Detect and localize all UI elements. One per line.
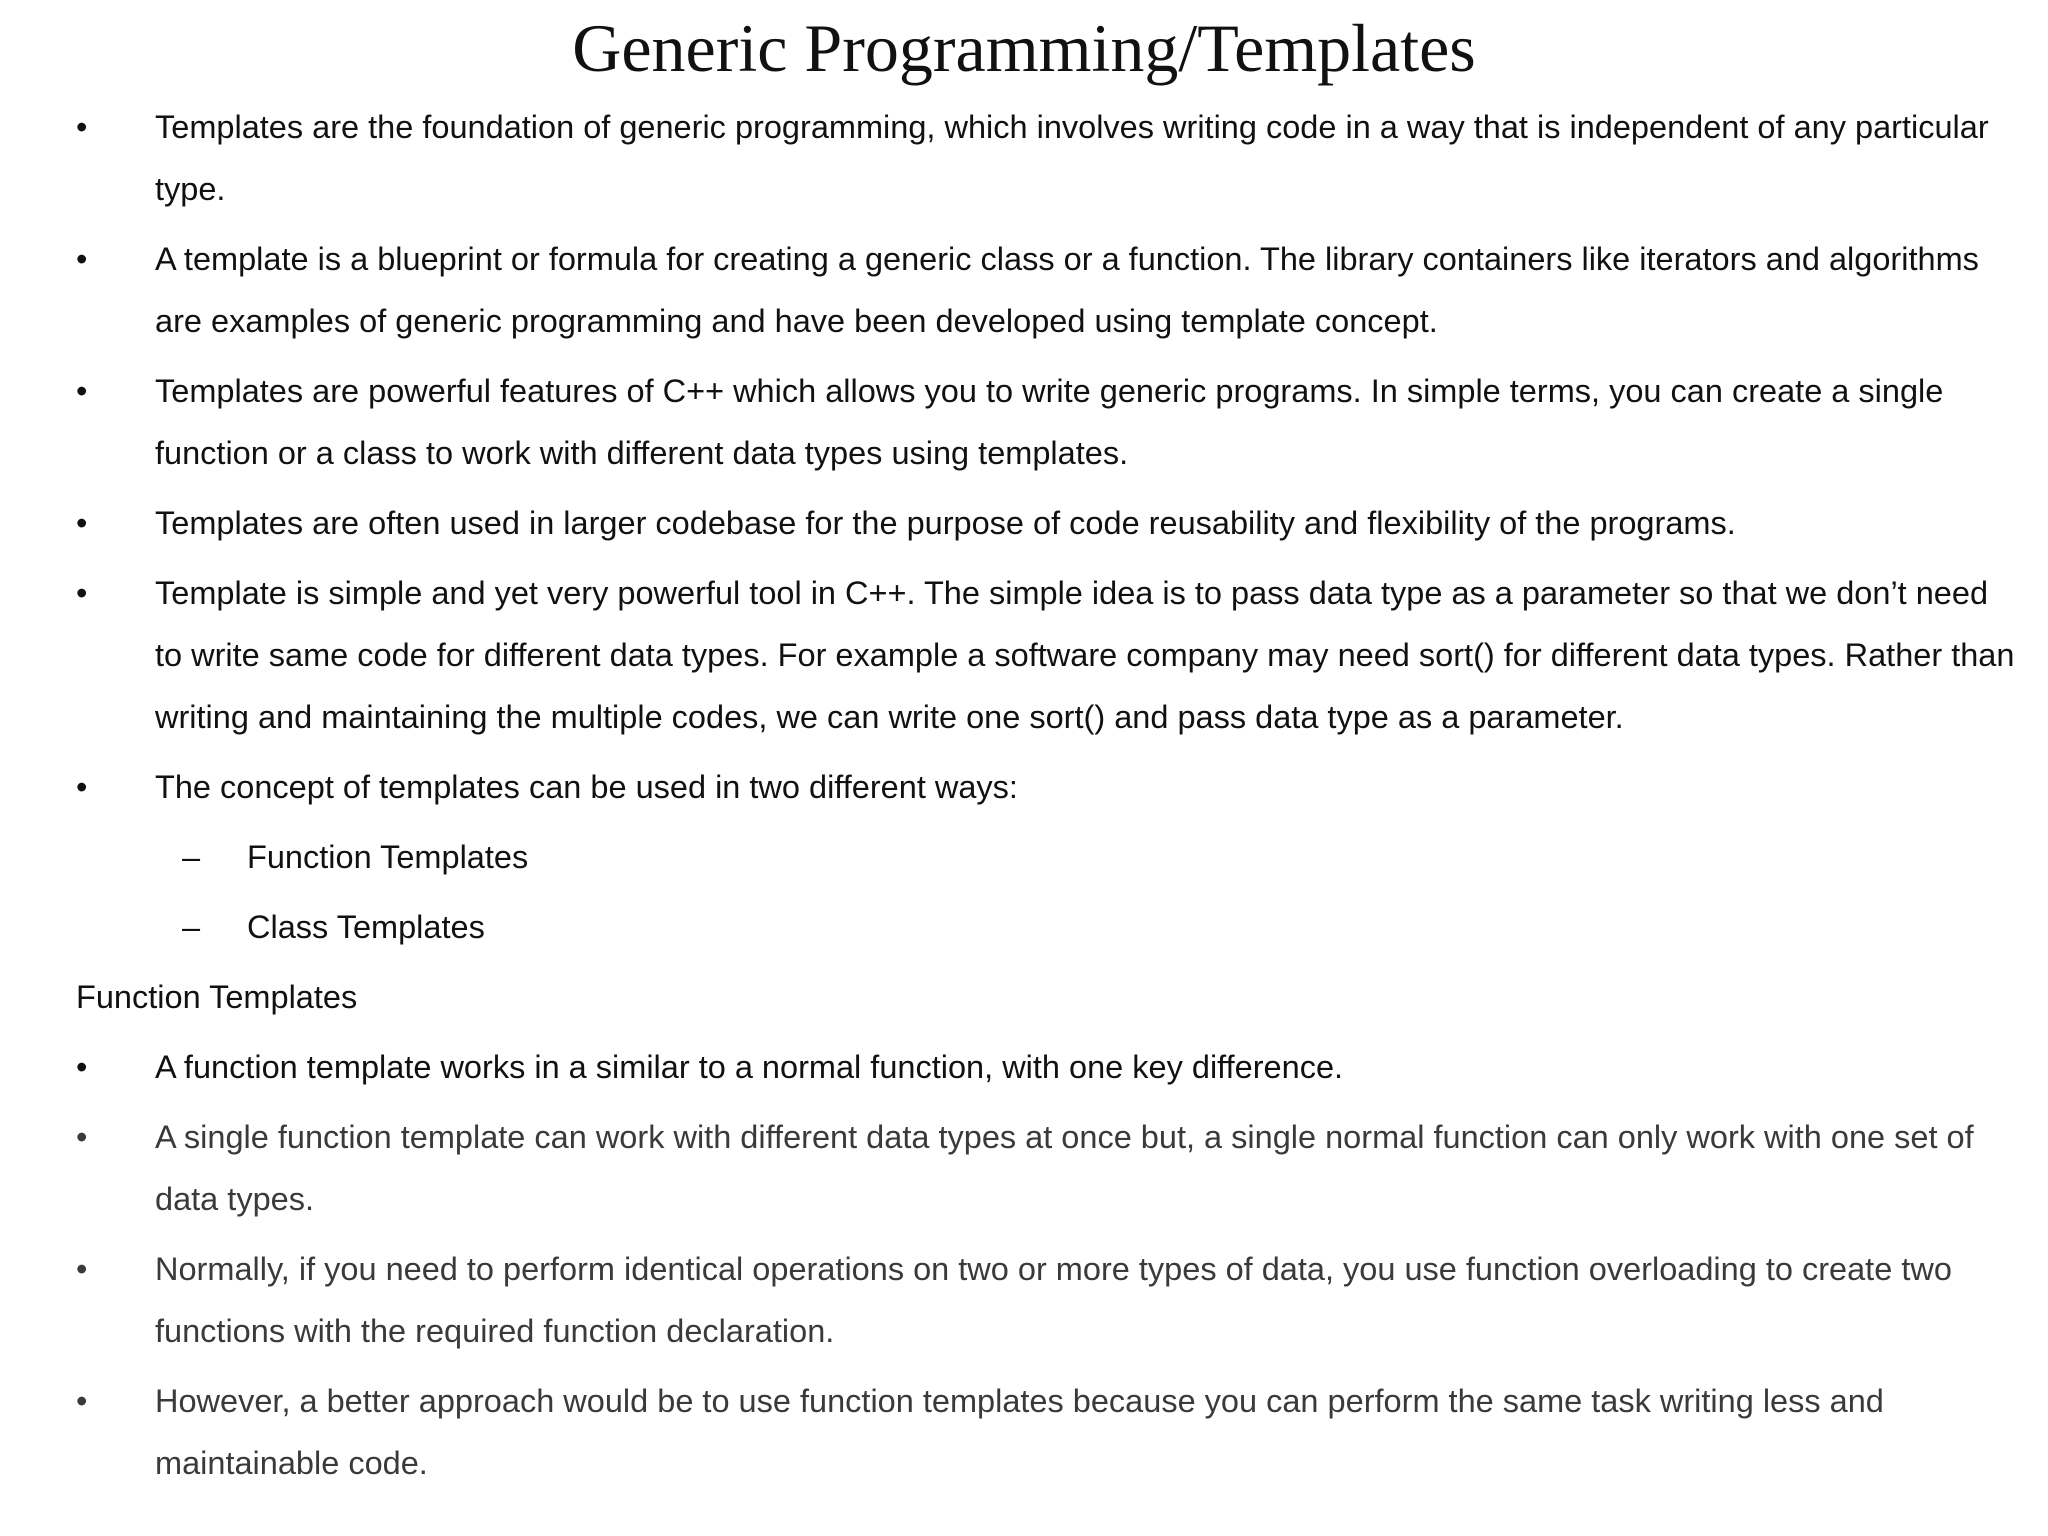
bullet-text: Normally, if you need to perform identical operations on two or more types of data, you use function overloading to create two functions with the required function declaration. — [155, 1251, 1952, 1349]
bullet-item — [76, 360, 2016, 484]
section-heading: Function Templates — [76, 979, 358, 1015]
bullet-marker: • — [76, 109, 88, 145]
sub-list-text: Class Templates — [247, 909, 485, 945]
document-body — [76, 96, 2016, 1502]
bullet-item — [76, 1106, 2016, 1230]
bullet-item — [76, 228, 2016, 352]
sub-list-item — [76, 826, 2016, 888]
bullet-text: However, a better approach would be to use function templates because you can perform the same task writing less and maintainable code. — [155, 1383, 1884, 1481]
bullet-item — [76, 492, 2016, 554]
sub-list-text: Function Templates — [247, 839, 529, 875]
bullet-item — [76, 562, 2016, 748]
bullet-text: A single function template can work with different data types at once but, a single normal function can only work with one set of data types. — [155, 1119, 1974, 1217]
bullet-marker: • — [76, 241, 88, 277]
bullet-text: Templates are the foundation of generic programming, which involves writing code in a way that is independent of any particular type. — [155, 109, 1989, 207]
bullet-text: Template is simple and yet very powerful tool in C++. The simple idea is to pass data type as a parameter so that we don’t need to write same code for different data types. For example a software company may need sort() for different data types. Rather than writing and maintaining the multiple codes, we can write one sort() and pass data type as a parameter. — [155, 575, 2015, 735]
bullet-marker: • — [76, 373, 88, 409]
bullet-text: A function template works in a similar to a normal function, with one key difference. — [155, 1049, 1344, 1085]
bullet-text: Templates are powerful features of C++ which allows you to write generic programs. In simple terms, you can create a single function or a class to work with different data types using templates. — [155, 373, 1944, 471]
page-title: Generic Programming/Templates — [572, 10, 1476, 86]
bullet-item — [76, 1370, 2016, 1494]
bullet-marker: • — [76, 769, 88, 805]
bullet-item — [76, 1238, 2016, 1362]
bullet-text: Templates are often used in larger codebase for the purpose of code reusability and flexibility of the programs. — [155, 505, 1736, 541]
bullet-text: The concept of templates can be used in two different ways: — [155, 769, 1018, 805]
bullet-marker: • — [76, 1251, 88, 1287]
bullet-marker: • — [76, 575, 88, 611]
bullet-item — [76, 756, 2016, 818]
dash-marker: – — [182, 839, 201, 875]
bullet-marker: • — [76, 505, 88, 541]
bullet-marker: • — [76, 1049, 88, 1085]
bullet-marker: • — [76, 1383, 88, 1419]
bullet-text: A template is a blueprint or formula for creating a generic class or a function. The library containers like iterators and algorithms are examples of generic programming and have been developed using template concept. — [155, 241, 1979, 339]
bullet-item — [76, 96, 2016, 220]
sub-list-item — [76, 896, 2016, 958]
bullet-marker: • — [76, 1119, 88, 1155]
bullet-item — [76, 1036, 2016, 1098]
dash-marker: – — [182, 909, 201, 945]
